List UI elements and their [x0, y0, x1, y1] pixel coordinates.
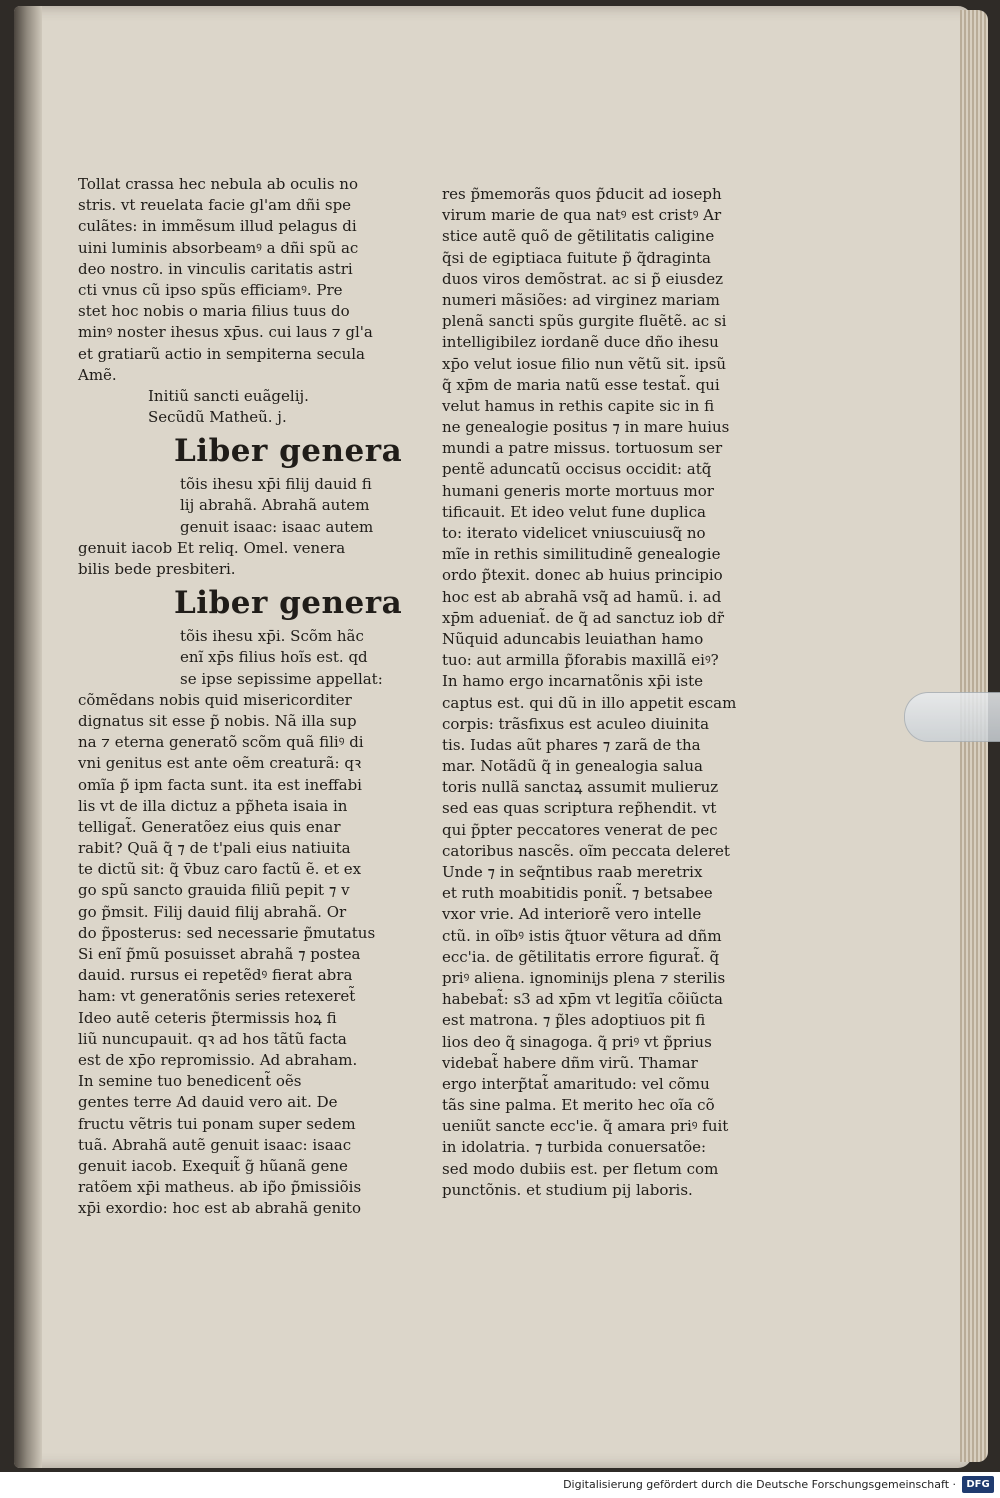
text-line: enĩ xp̄s filius hoĩs est. qd [180, 648, 368, 667]
text-line: tõis ihesu xp̄i. Scõm hãc [180, 627, 364, 646]
text-line: videbat̃ habere dñm virũ. Thamar [442, 1053, 698, 1072]
text-line: do p̃posterus: sed necessarie p̃mutatus [78, 923, 376, 942]
dfg-logo: DFG [962, 1476, 994, 1493]
text-line: tõis ihesu xp̄i filij dauid fi [180, 475, 372, 494]
text-line: humani generis morte mortuus mor [442, 481, 714, 500]
text-line: tis. Iudas aũt phares ⁊ zarã de tha [442, 735, 701, 754]
text-line: to: iterato videlicet vniuscuiusq̃ no [442, 524, 706, 542]
text-line: res p̃memorãs quos p̃ducit ad ioseph [442, 185, 722, 203]
text-line: se ipse sepissime appellat: [180, 669, 383, 688]
text-line: tuo: aut armilla p̃forabis maxillã eiꝰ? [442, 651, 719, 670]
right-text-column [442, 184, 762, 1201]
text-line: rabit? Quã q̃ ⁊ de t'pali eius natiuita [78, 839, 351, 858]
chapter-heading: Liber genera [174, 433, 403, 470]
text-line: mundi a patre missus. tortuosum ser [442, 439, 723, 458]
text-line: gentes terre Ad dauid vero ait. De [78, 1093, 338, 1112]
text-line: minꝰ noster ihesus xp̄us. cui laus ⁊ gl'a [78, 323, 373, 342]
text-line: te dictũ sit: q̃ v̄buz caro factũ ẽ. et ex [78, 860, 362, 879]
text-line: stris. vt reuelata facie gl'am dñi spe [78, 196, 352, 215]
text-line: telligat̃. Generatõez eius quis enar [78, 817, 341, 836]
text-line: ueniũt sancte ecc'ie. q̃ amara priꝰ fuit [442, 1117, 729, 1136]
text-line: intelligibilez iordanẽ duce dño ihesu [442, 333, 719, 352]
text-line: et ruth moabitidis ponit̃. ⁊ betsabee [442, 884, 713, 903]
text-line: est de xp̄o repromissio. Ad abraham. [78, 1050, 358, 1069]
text-line: lios deo q̃ sinagoga. q̃ priꝰ vt p̃prius [442, 1032, 712, 1051]
left-text-column [78, 174, 403, 1219]
text-line: in idolatria. ⁊ turbida conuersatõe: [442, 1138, 707, 1157]
text-line: In semine tuo benedicent̃ oẽs [78, 1072, 302, 1091]
footer-bar [0, 1472, 1000, 1498]
text-line: qui p̃pter peccatores venerat de pec [442, 820, 718, 839]
text-line: velut hamus in rethis capite sic in fi [442, 396, 715, 415]
text-line: habebat̃: s3 ad xp̄m vt legitĩa cõiũcta [442, 990, 723, 1009]
text-line: go p̃msit. Filij dauid filij abrahã. Or [78, 902, 347, 921]
text-line: virum marie de qua natꝰ est cristꝰ Ar [442, 206, 722, 225]
text-line: Si enĩ p̃mũ posuisset abrahã ⁊ postea [78, 945, 361, 963]
text-line: hoc est ab abrahã vsq̃ ad hamũ. i. ad [442, 587, 722, 606]
text-line: culãtes: in immẽsum illud pelagus di [78, 217, 357, 236]
text-line: sed eas quas scriptura rep̃hendit. vt [442, 799, 717, 818]
text-line: captus est. qui dũ in illo appetit escam [442, 693, 737, 712]
text-line: Initiũ sancti euãgelij. [148, 386, 309, 405]
text-line: ecc'ia. de gẽtilitatis errore figurat̃. q̃ [442, 947, 720, 966]
text-line: sed modo dubiis est. per fletum com [442, 1159, 719, 1178]
dfg-credit-text: Digitalisierung gefördert durch die Deutsche Forschungsgemeinschaft · [563, 1478, 956, 1491]
text-line: et gratiarũ actio in sempiterna secula [78, 344, 365, 363]
text-line: est matrona. ⁊ p̃les adoptiuos pit fi [442, 1011, 706, 1030]
text-line: tificauit. Et ideo velut fune duplica [442, 502, 706, 521]
text-line: na ⁊ eterna generatõ scõm quã filiꝰ di [78, 733, 364, 752]
text-line: plenã sancti spũs gurgite fluẽtẽ. ac si [442, 312, 727, 331]
chapter-heading: Liber genera [174, 585, 403, 622]
text-line: tãs sine palma. Et merito hec oĩa cõ [442, 1096, 715, 1115]
text-line: lis vt de illa dictuz a pp̃heta isaia in [78, 796, 348, 815]
text-line: vni genitus est ante oẽm creaturã: qꝛ [78, 754, 362, 773]
text-line: q̃ xp̄m de maria natũ esse testat̃. qui [442, 375, 720, 394]
text-line: In hamo ergo incarnatõnis xp̄i iste [442, 672, 704, 691]
text-line: genuit iacob. Exequit̃ g̃ hũanã gene [78, 1156, 348, 1175]
bookmark-tab [904, 692, 1000, 742]
book-gutter [14, 6, 42, 1468]
text-line: Secũdũ Matheũ. j. [148, 408, 287, 427]
text-line: numeri mãsiões: ad virginez mariam [442, 290, 720, 309]
text-line: q̃si de egiptiaca fuitute p̃ q̃draginta [442, 248, 711, 267]
text-line: pentẽ aduncatũ occisus occidit: atq̃ [442, 460, 712, 479]
text-line: genuit iacob Et reliq. Omel. venera [78, 538, 346, 557]
text-line: dauid. rursus ei repetẽdꝰ fierat abra [78, 966, 353, 985]
text-line: Amẽ. [78, 365, 117, 384]
text-line: duos viros demõstrat. ac si p̃ eiusdez [442, 269, 723, 288]
text-line: xp̄i exordio: hoc est ab abrahã genito [78, 1199, 361, 1218]
text-line: Ideo autẽ ceteris p̃termissis hoꝝ fi [78, 1008, 337, 1027]
text-line: mar. Notãdũ q̃ in genealogia salua [442, 757, 703, 776]
text-line: vxor vrie. Ad interiorẽ vero intelle [442, 905, 702, 924]
text-line: toris nullã sanctaꝝ assumit mulieruz [442, 778, 719, 797]
text-line: genuit isaac: isaac autem [180, 517, 374, 536]
text-line: Tollat crassa hec nebula ab oculis no [78, 175, 358, 193]
text-line: ctũ. in oĩbꝰ istis q̃tuor vẽtura ad dñm [442, 926, 722, 945]
text-line: corpis: trãsfixus est aculeo diuinita [442, 714, 710, 733]
text-line: Nũquid aduncabis leuiathan hamo [442, 629, 704, 648]
text-line: ergo interp̃tat̃ amaritudo: vel cõmu [442, 1074, 710, 1093]
text-line: cõmẽdans nobis quid misericorditer [78, 690, 352, 709]
text-line: cti vnus cũ ipso spũs efficiamꝰ. Pre [78, 280, 343, 299]
text-line: stice autẽ quõ de gẽtilitatis caligine [442, 227, 715, 246]
text-line: xp̄o velut iosue filio nun vẽtũ sit. ipsũ [442, 354, 727, 373]
text-line: ham: vt generatõnis series retexeret̃ [78, 987, 356, 1006]
book-page [14, 6, 972, 1468]
text-line: lij abrahã. Abrahã autem [180, 496, 370, 515]
text-line: stet hoc nobis o maria filius tuus do [78, 302, 350, 321]
text-line: ne genealogie positus ⁊ in mare huius [442, 418, 730, 437]
text-line: mĩe in rethis similitudinẽ genealogie [442, 545, 721, 564]
text-line: deo nostro. in vinculis caritatis astri [78, 259, 353, 278]
text-line: catoribus nascẽs. oĩm peccata deleret [442, 841, 730, 860]
text-line: punctõnis. et studium pij laboris. [442, 1180, 693, 1199]
text-line: fructu vẽtris tui ponam super sedem [78, 1114, 356, 1133]
text-line: Unde ⁊ in seq̃ntibus raab meretrix [442, 863, 703, 881]
text-line: priꝰ aliena. ignominijs plena ⁊ sterilis [442, 968, 726, 987]
text-line: liũ nuncupauit. qꝛ ad hos tãtũ facta [78, 1029, 347, 1048]
text-line: uini luminis absorbeamꝰ a dñi spũ ac [78, 238, 359, 257]
text-line: dignatus sit esse p̃ nobis. Nã illa sup [78, 711, 357, 730]
text-line: go spũ sancto grauida filiũ pepit ⁊ v [78, 881, 350, 900]
text-line: ratõem xp̄i matheus. ab ip̃o p̃missiõis [78, 1178, 362, 1197]
text-line: bilis bede presbiteri. [78, 560, 236, 578]
text-line: omĩa p̃ ipm facta sunt. ita est ineffabi [78, 775, 362, 794]
text-line: ordo p̃texit. donec ab huius principio [442, 566, 723, 585]
text-line: tuã. Abrahã autẽ genuit isaac: isaac [78, 1135, 352, 1154]
text-line: xp̄m adueniat̃. de q̃ ad sanctuz iob dr̃ [442, 608, 725, 627]
